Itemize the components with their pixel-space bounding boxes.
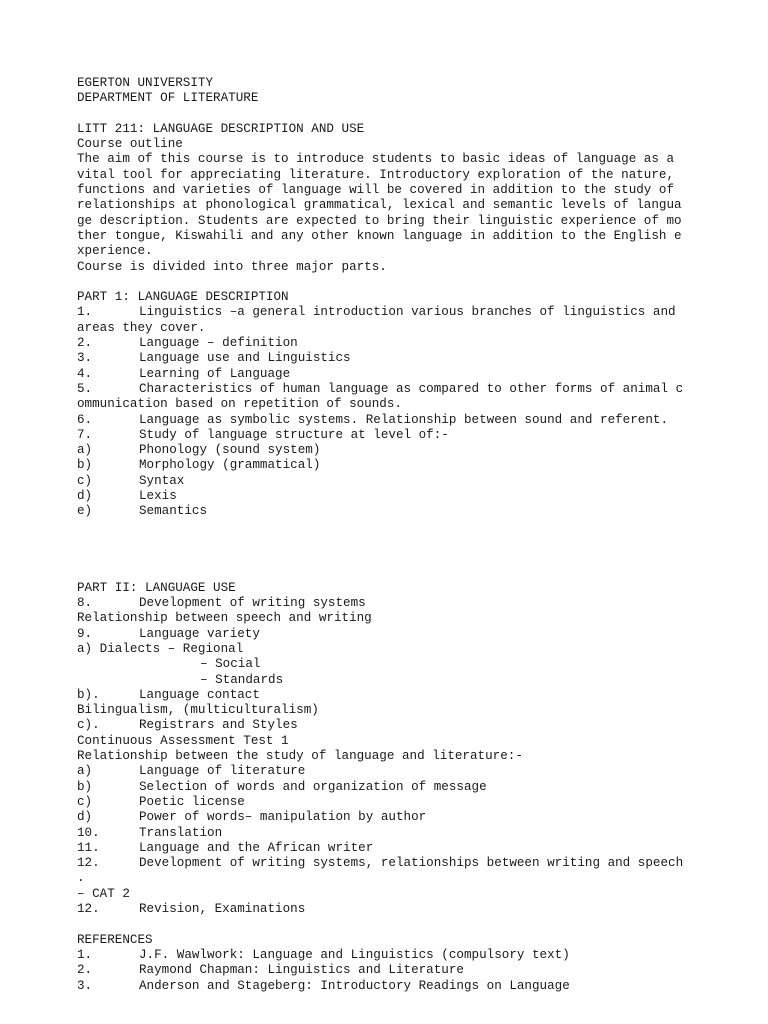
item-letter: e) — [77, 504, 93, 519]
aim-line: relationships at phonological grammatical, lexical and semantic levels of langua — [77, 198, 682, 213]
course-outline-document — [77, 76, 717, 994]
course-division: Course is divided into three major parts. — [77, 259, 387, 274]
list-item — [77, 351, 717, 366]
text-line: Bilingualism, (multiculturalism) — [77, 703, 319, 718]
list-item — [77, 902, 717, 917]
item-text: Anderson and Stageberg: Introductory Readings on Language — [139, 978, 570, 993]
item-text: Morphology (grammatical) — [139, 458, 321, 473]
item-text: Language contact — [139, 687, 260, 702]
references-heading: REFERENCES — [77, 932, 153, 947]
item-letter: d) — [77, 810, 93, 825]
item-number: 8. — [77, 596, 93, 611]
item-number: 7. — [77, 427, 93, 442]
item-text: Lexis — [139, 489, 177, 504]
item-text: Development of writing systems — [139, 596, 366, 611]
item-letter: b). — [77, 687, 100, 702]
aim-line: vital tool for appreciating literature. Introductory exploration of the nature, — [77, 167, 675, 182]
aim-line: functions and varieties of language will be covered in addition to the study of — [77, 183, 675, 198]
item-number: 6. — [77, 412, 93, 427]
list-item — [77, 443, 717, 458]
list-item — [77, 367, 717, 382]
course-title: LITT 211: LANGUAGE DESCRIPTION AND USE — [77, 121, 365, 136]
list-item — [77, 305, 717, 320]
item-text: Syntax — [139, 473, 185, 488]
item-text: Poetic license — [139, 794, 245, 809]
item-text: Language and the African writer — [139, 840, 374, 855]
item-number: 10. — [77, 825, 100, 840]
list-item — [77, 795, 717, 810]
item-number: 12. — [77, 856, 100, 871]
item-text: J.F. Wawlwork: Language and Linguistics (compulsory text) — [139, 947, 570, 962]
list-item — [77, 596, 717, 611]
list-item — [77, 688, 717, 703]
item-text: Language as symbolic systems. Relationship between sound and referent. — [139, 412, 669, 427]
dialects-line: a) Dialects – Regional — [77, 641, 244, 656]
list-item — [77, 474, 717, 489]
item-text: Characteristics of human language as compared to other forms of animal c — [139, 381, 684, 396]
outline-label: Course outline — [77, 137, 183, 152]
part1-heading: PART 1: LANGUAGE DESCRIPTION — [77, 290, 289, 305]
list-item — [77, 810, 717, 825]
cat2-line: – CAT 2 — [77, 886, 130, 901]
list-item — [77, 627, 717, 642]
list-item — [77, 428, 717, 443]
item-text: Power of words– manipulation by author — [139, 810, 427, 825]
list-item — [77, 336, 717, 351]
item-number: 9. — [77, 626, 93, 641]
list-item — [77, 458, 717, 473]
item-letter: a) — [77, 443, 93, 458]
item-text: Revision, Examinations — [139, 902, 306, 917]
item-number: 3. — [77, 351, 93, 366]
list-item — [77, 764, 717, 779]
list-item — [77, 718, 717, 733]
list-item — [77, 489, 717, 504]
item-number: 1. — [77, 947, 93, 962]
item-text: Language variety — [139, 626, 260, 641]
part2-heading: PART II: LANGUAGE USE — [77, 580, 236, 595]
item-number: 11. — [77, 840, 100, 855]
item-letter: c). — [77, 718, 100, 733]
item-letter: b) — [77, 779, 93, 794]
item-letter: a) — [77, 764, 93, 779]
reference-item — [77, 979, 717, 994]
item-number: 4. — [77, 366, 93, 381]
aim-line: ge description. Students are expected to bring their linguistic experience of mo — [77, 213, 682, 228]
item-text: Language of literature — [139, 764, 306, 779]
aim-line: xperience. — [77, 244, 153, 259]
item-continuation: ommunication based on repetition of sounds. — [77, 397, 402, 412]
item-letter: b) — [77, 458, 93, 473]
university-name: EGERTON UNIVERSITY — [77, 76, 214, 90]
item-text: Registrars and Styles — [139, 718, 298, 733]
item-continuation: . — [77, 871, 85, 886]
list-item — [77, 780, 717, 795]
reference-item — [77, 963, 717, 978]
reference-item — [77, 948, 717, 963]
cat1-line: Continuous Assessment Test 1 — [77, 733, 289, 748]
item-continuation: areas they cover. — [77, 320, 206, 335]
item-text: Semantics — [139, 504, 208, 519]
item-number: 3. — [77, 978, 93, 993]
item-number: 1. — [77, 305, 93, 320]
item-text: Phonology (sound system) — [139, 443, 321, 458]
dialect-social: – Social — [200, 657, 261, 672]
item-text: Language – definition — [139, 336, 298, 351]
item-number: 2. — [77, 963, 93, 978]
list-item — [77, 826, 717, 841]
item-number: 5. — [77, 381, 93, 396]
list-item — [77, 841, 717, 856]
aim-line: ther tongue, Kiswahili and any other known language in addition to the English e — [77, 228, 682, 243]
text-line: Relationship between the study of language and literature:- — [77, 749, 523, 764]
item-text: Translation — [139, 825, 223, 840]
list-item — [77, 413, 717, 428]
list-item — [77, 382, 717, 397]
list-item — [77, 504, 717, 519]
item-text: Language use and Linguistics — [139, 351, 351, 366]
text-line: Relationship between speech and writing — [77, 611, 372, 626]
item-letter: d) — [77, 489, 93, 504]
list-item — [77, 856, 717, 871]
item-number: 2. — [77, 336, 93, 351]
item-text: Learning of Language — [139, 366, 291, 381]
item-text: Selection of words and organization of message — [139, 779, 487, 794]
item-text: Raymond Chapman: Linguistics and Literature — [139, 963, 464, 978]
aim-line: The aim of this course is to introduce students to basic ideas of language as a — [77, 152, 675, 167]
item-text: Linguistics –a general introduction various branches of linguistics and — [139, 305, 676, 320]
item-text: Development of writing systems, relationships between writing and speech — [139, 856, 684, 871]
item-letter: c) — [77, 473, 93, 488]
department-name: DEPARTMENT OF LITERATURE — [77, 91, 259, 106]
item-number: 12. — [77, 902, 100, 917]
dialect-standards: – Standards — [200, 672, 284, 687]
item-letter: c) — [77, 794, 93, 809]
item-text: Study of language structure at level of:- — [139, 427, 449, 442]
